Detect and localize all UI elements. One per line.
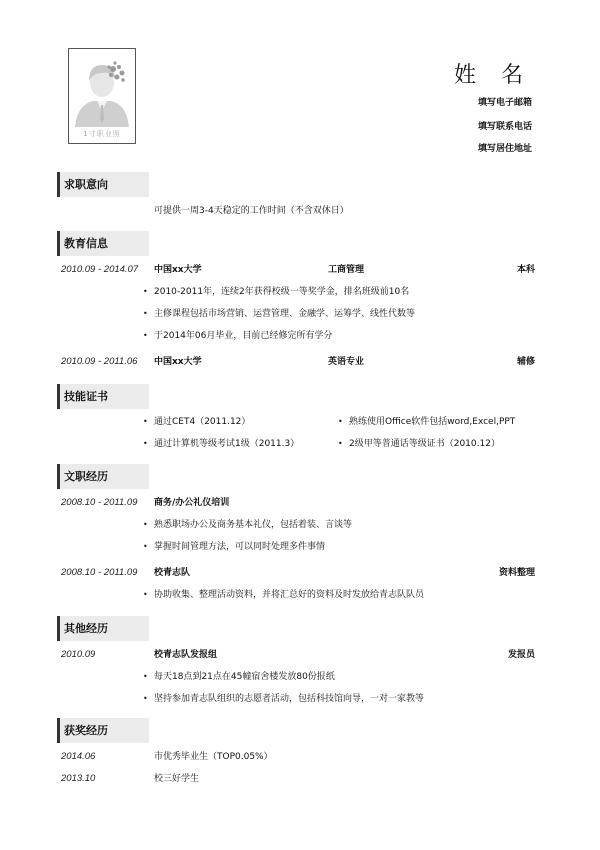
entry-date: 2013.10: [61, 773, 96, 784]
role: 发报员: [507, 650, 535, 660]
entry-date: 2010.09 - 2011.06: [61, 356, 138, 367]
section-header-work: 文职经历: [57, 464, 149, 489]
list-item: • 坚持参加青志队组织的志愿者活动，包括科技馆向导，一对一家教等: [154, 691, 424, 707]
skill-item: • 通过计算机等级考试1级（2011.3）: [154, 436, 299, 452]
list-item: • 于2014年06月毕业，目前已经修完所有学分: [154, 328, 332, 344]
degree: 本科: [516, 265, 535, 275]
photo-caption: 1寸职业照: [83, 130, 121, 138]
organization: 校青志队: [154, 568, 191, 578]
entry-date: 2008.10 - 2011.09: [61, 567, 138, 578]
bullet-icon: •: [143, 672, 148, 681]
entry-date: 2010.09: [61, 649, 96, 660]
section-header-other: 其他经历: [57, 616, 149, 641]
education-entry: [0, 354, 600, 370]
major: 工商管理: [328, 265, 365, 275]
organization: 校青志队发报组: [154, 650, 218, 660]
school-name: 中国xx大学: [154, 357, 202, 367]
skill-item: • 2级甲等普通话等级证书（2010.12）: [349, 436, 500, 452]
section-header-education: 教育信息: [57, 231, 149, 256]
contact-phone: 填写联系电话: [477, 122, 532, 132]
entry-date: 2008.10 - 2011.09: [61, 497, 138, 508]
list-item: • 主修课程包括市场营销、运营管理、金融学、运筹学、线性代数等: [154, 306, 415, 322]
bullet-icon: •: [143, 417, 148, 426]
entry-date: 2014.06: [61, 751, 96, 762]
major: 英语专业: [328, 357, 365, 367]
award-title: 校三好学生: [154, 774, 200, 784]
entry-date: 2010.09 - 2014.07: [61, 264, 139, 275]
list-item: • 协助收集、整理活动资料，并将汇总好的资料及时发放给青志队队员: [154, 587, 424, 603]
bullet-icon: •: [143, 331, 148, 340]
contact-address: 填写居住地址: [477, 144, 532, 154]
award-title: 市优秀毕业生（TOP0.05%）: [154, 752, 273, 762]
bullet-icon: •: [143, 520, 148, 529]
bullet-icon: •: [338, 439, 343, 448]
list-item: • 每天18点到21点在45幢宿舍楼发放80份报纸: [154, 669, 335, 685]
list-item: • 2010-2011年，连续2年获得校级一等奖学金，排名班级前10名: [154, 284, 409, 300]
degree: 辅修: [516, 357, 535, 367]
education-entry: [0, 262, 600, 278]
list-item: • 熟悉职场办公及商务基本礼仪，包括着装、言谈等: [154, 517, 352, 533]
section-header-job-intent: 求职意向: [57, 172, 149, 197]
section-header-skills: 技能证书: [57, 384, 149, 409]
list-item: • 掌握时间管理方法，可以同时处理多件事情: [154, 539, 325, 555]
bullet-icon: •: [143, 439, 148, 448]
skill-item: • 熟练使用Office软件包括word,Excel,PPT: [349, 414, 515, 430]
contact-email: 填写电子邮箱: [477, 98, 532, 108]
section-header-awards: 获奖经历: [57, 718, 149, 743]
bullet-icon: •: [143, 287, 148, 296]
award-entry: [0, 749, 600, 765]
award-entry: [0, 771, 600, 787]
person-silhouette-icon: [73, 53, 131, 131]
profile-photo-placeholder: [68, 48, 136, 144]
bullet-icon: •: [143, 694, 148, 703]
bullet-icon: •: [143, 309, 148, 318]
other-entry: [0, 647, 600, 663]
bullet-icon: •: [338, 417, 343, 426]
work-entry: [0, 495, 600, 511]
skill-item: • 通过CET4（2011.12）: [154, 414, 250, 430]
job-intent-text: 可提供一周3-4天稳定的工作时间（不含双休日）: [154, 206, 349, 216]
bullet-icon: •: [143, 542, 148, 551]
candidate-name: 姓 名: [454, 63, 532, 88]
school-name: 中国xx大学: [154, 265, 202, 275]
bullet-icon: •: [143, 590, 148, 599]
work-entry: [0, 565, 600, 581]
role: 资料整理: [498, 568, 535, 578]
organization: 商务/办公礼仪培训: [154, 498, 230, 508]
